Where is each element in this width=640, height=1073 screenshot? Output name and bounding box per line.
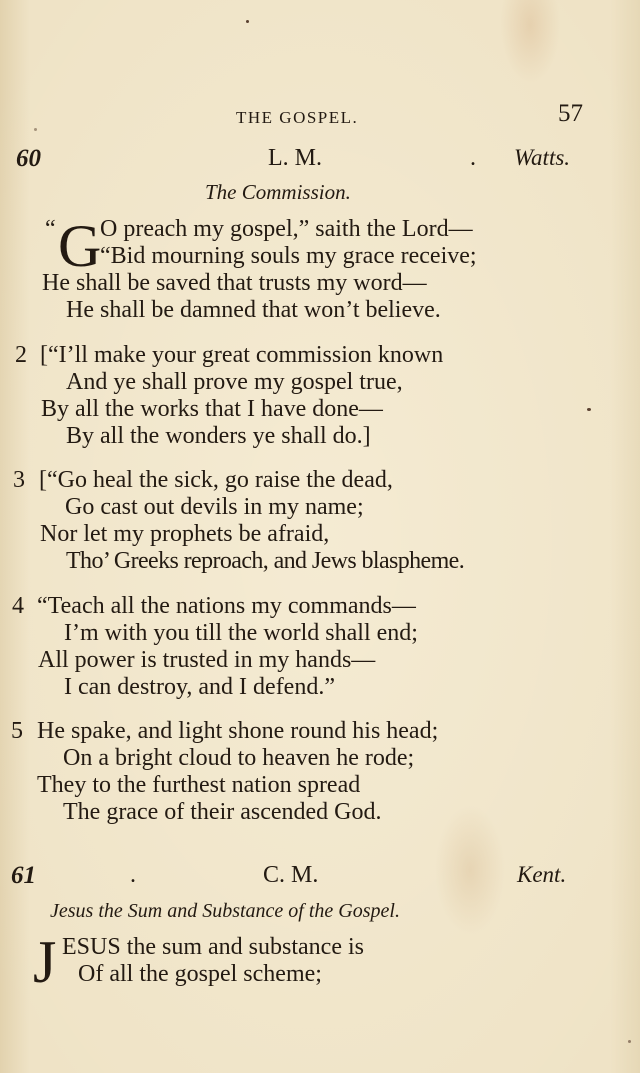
verse-1-line-3: He shall be saved that trusts my word— [42,270,427,296]
hymn-61-meter: C. M. [263,862,319,888]
verse-3-number: 3 [13,467,25,493]
hymn-60-separator-dot: . [470,145,476,171]
verse-4-line-4: I can destroy, and I defend.” [64,674,335,700]
hymn-61-drop-cap: J [33,929,57,995]
verse-1-line-2: “Bid mourning souls my grace receive; [100,243,477,269]
verse-1-open-quote: “ [45,216,56,242]
hymn-61-tune: Kent. [517,862,567,887]
verse-5-line-3: They to the furthest nation spread [37,772,361,798]
paper-fleck [34,128,37,131]
verse-3-line-2: Go cast out devils in my name; [65,494,364,520]
verse-4-line-3: All power is trusted in my hands— [38,647,376,673]
verse-3-line-4: Tho’ Greeks reproach, and Jews blaspheme. [66,548,465,574]
paper-fleck [587,408,591,411]
verse-2-number: 2 [15,342,27,368]
verse-4-line-2: I’m with you till the world shall end; [64,620,418,646]
verse-5-line-1: He spake, and light shone round his head; [37,718,439,744]
hymn-61-line-1: ESUS the sum and substance is [62,934,364,960]
verse-2-line-4: By all the wonders ye shall do.] [66,423,371,449]
verse-1-line-1: O preach my gospel,” saith the Lord— [100,216,473,242]
hymn-60-subtitle: The Commission. [205,180,351,204]
verse-3-line-3: Nor let my prophets be afraid, [40,521,330,547]
verse-5-number: 5 [11,718,23,744]
paper-fleck [246,20,249,23]
verse-5-line-4: The grace of their ascended God. [63,799,382,825]
verse-5-line-2: On a bright cloud to heaven he rode; [63,745,415,771]
hymn-61-line-2: Of all the gospel scheme; [78,961,322,987]
paper-fleck [628,1040,631,1043]
verse-1-line-4: He shall be damned that won’t believe. [66,297,441,323]
verse-2-line-2: And ye shall prove my gospel true, [66,369,403,395]
hymn-60-number: 60 [16,145,41,172]
running-header-title: THE GOSPEL. [236,108,359,127]
verse-4-line-1: “Teach all the nations my commands— [37,593,416,619]
hymn-60-tune: Watts. [514,145,571,170]
verse-3-line-1: [“Go heal the sick, go raise the dead, [39,467,393,493]
hymn-61-separator-dot: . [130,862,136,888]
hymn-61-subtitle: Jesus the Sum and Substance of the Gospel. [50,900,400,922]
verse-4-number: 4 [12,593,24,619]
page-number: 57 [558,100,583,127]
hymn-61-number: 61 [11,862,36,889]
verse-1-drop-cap: G [58,213,102,279]
hymn-60-meter: L. M. [268,145,322,171]
verse-2-line-3: By all the works that I have done— [41,396,383,422]
verse-2-line-1: [“I’ll make your great commission known [40,342,444,368]
